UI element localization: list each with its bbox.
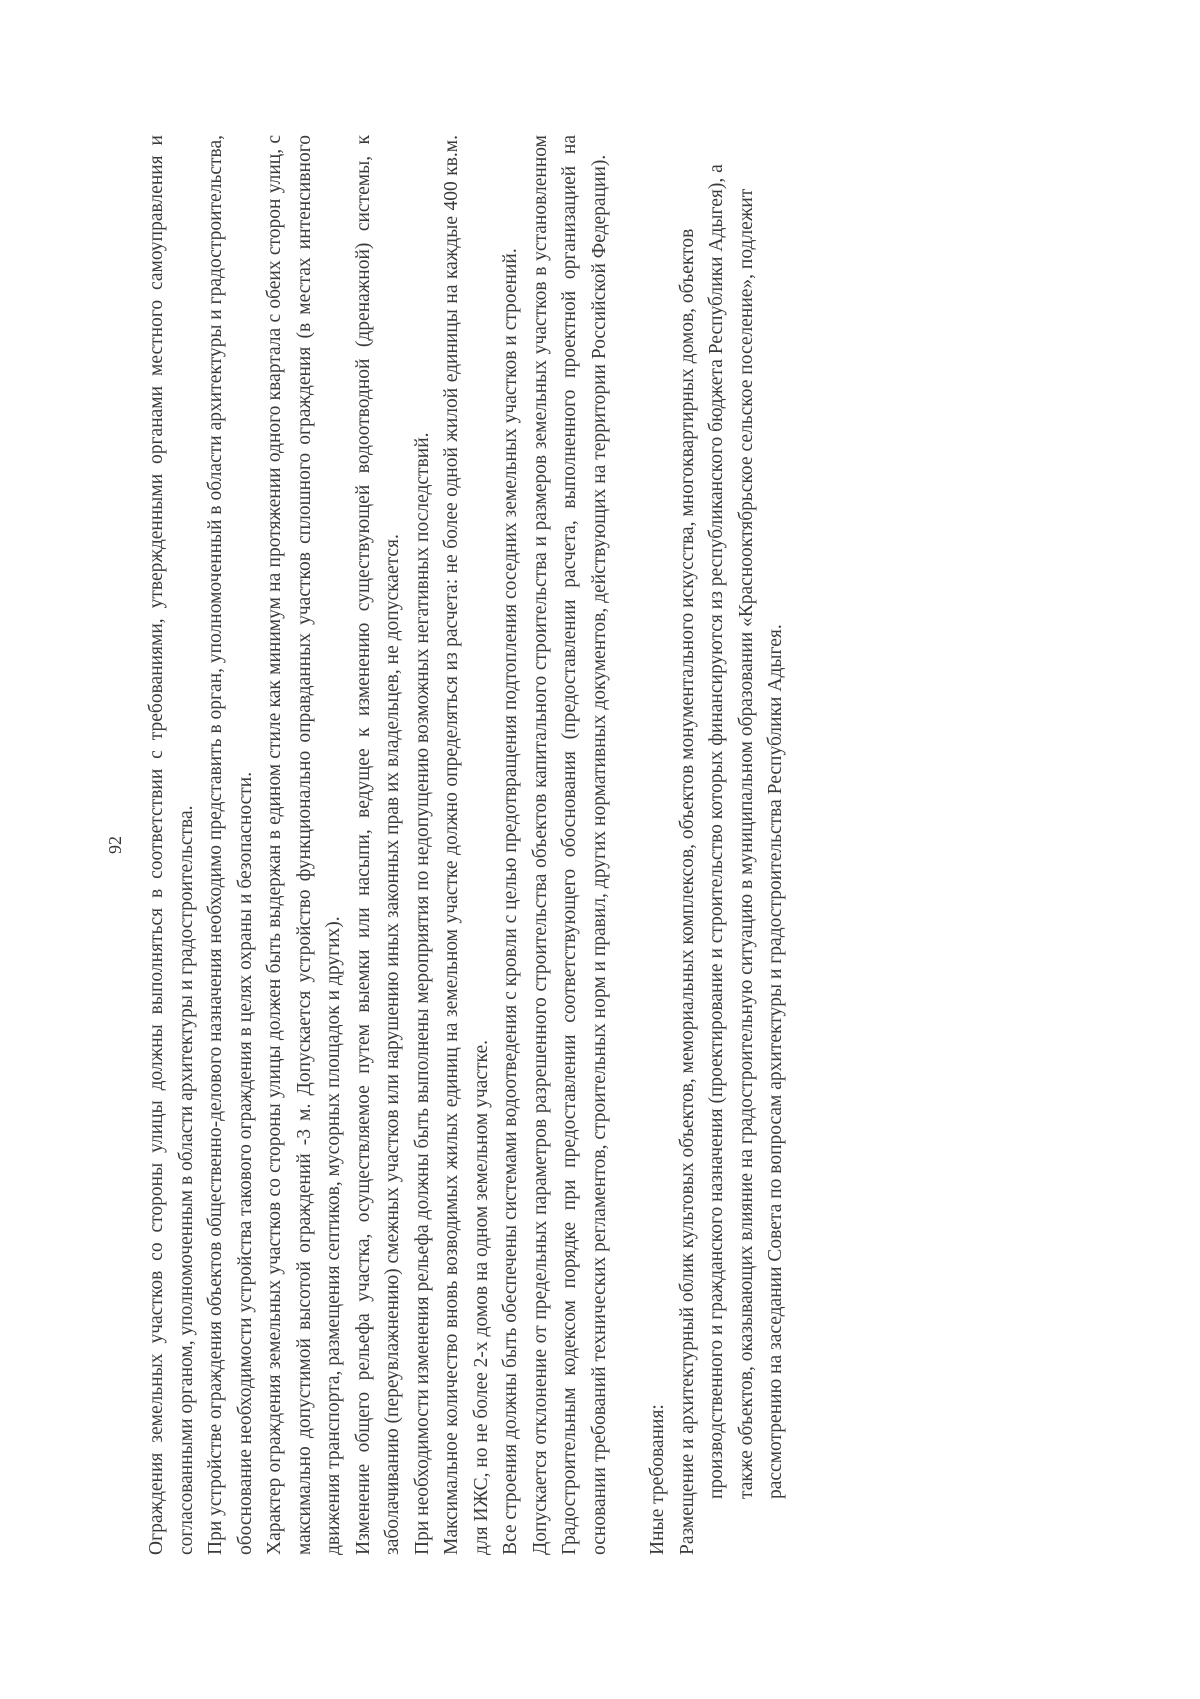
paragraph-relief-measures: При необходимости изменения рельефа должны быть выполнены мероприятия по недопущению возможных негативных последствий. [411,432,433,1555]
paragraph-drainage: Все строения должны быть обеспечены системами водоотведения с кровли с целью предотвращения подтопления соседних земельных участков и строений. [500,248,521,1555]
paragraph-max-dwellings: Максимальное количество вновь возводимых жилых единиц на земельном участке должно определяться из расчета: не более одной жилой единицы на каждые 400 кв.м. для ИЖС, но не более 2-х домов на одном земельном участке. [441,135,492,1555]
paragraph-deviation: Допускается отклонение от предельных параметров разрешенного строительства объектов капитального строительства и размеров земельных участков в установленном Градостроительным кодексом порядке при предоставлении соответствующего обоснования (предоставлении расчета, выполненного проектной организацией на основании требований технических регламентов, строительных норм и правил, других нормативных документов, действующих на территории Российской Федерации). [529,135,610,1555]
paragraph-fence-style: Характер ограждения земельных участков со стороны улицы должен быть выдержан в едином стиле как минимум на протяжении одного квартала с обеих сторон улиц, с максимально допустимой высотой ограждений -3 м. Допускается устройство функционально оправданных участков сплошного ограждения (в местах интенсивного движения транспорта, размещения септиков, мусорных площадок и других). [264,135,344,1555]
paragraph-gap [614,135,643,1555]
paragraph-relief-change: Изменение общего рельефа участка, осуществляемое путем выемки или насыпи, ведущее к изменению существующей водоотводной (дренажной) системы, к заболачиванию (переувлажнению) смежных участков или нарушению иных законных прав их владельцев, не допускается. [352,135,403,1555]
rotated-text-block [50,85,1150,1615]
page-number: 92 [105,836,125,854]
other-requirements-heading: Иные требования: [647,1404,668,1555]
paragraph-fences-street: Ограждения земельных участков со стороны улицы должны выполняться в соответствии с требованиями, утвержденными органами местного самоуправления и согласованными органом, уполномоченным в области архитектуры и градостроительства. [146,135,197,1555]
paragraph-fences-public: При устройстве ограждения объектов общественно-делового назначения необходимо представить в орган, уполномоченный в области архитектуры и градостроительства, обоснование необходимости устройства такового ограждения в целях охраны и безопасности. [205,135,256,1555]
other-requirements-text: Размещение и архитектурный облик культовых объектов, мемориальных комплексов, объектов монументального искусства, многоквартирных домов, объектов производственного и гражданского назначения (проектирование и строительство которых финансируются из республиканского бюджета Республики Адыгея), а также объектов, оказывающих влияние на градостроительную ситуацию в муниципальном образовании «Красноoктябрьское сельское поселение», подлежит рассмотрению на заседании Совета по вопросам архитектуры и градостроительства Республики Адыгея. [676,164,786,1555]
